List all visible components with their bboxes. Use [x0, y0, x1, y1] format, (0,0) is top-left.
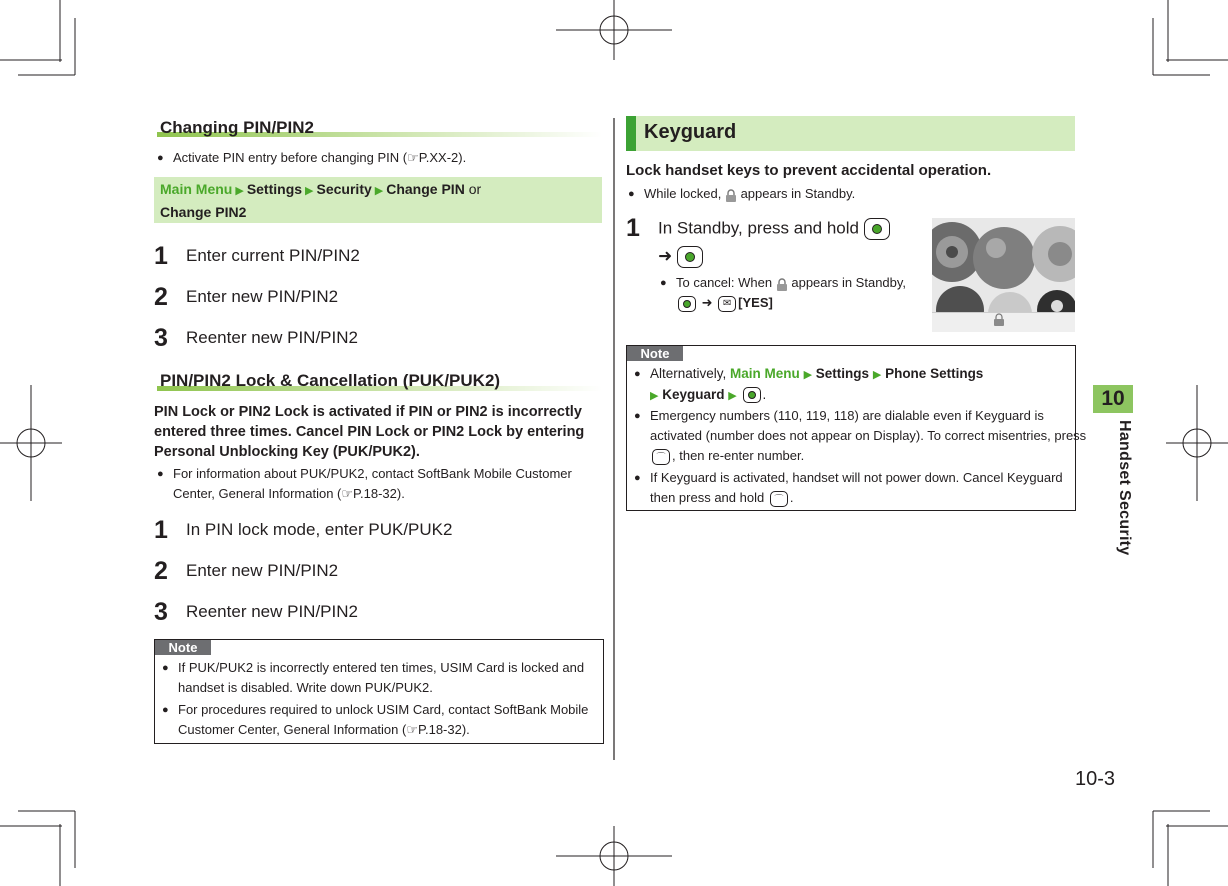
step-text: In PIN lock mode, enter PUK/PUK2	[186, 520, 453, 539]
cancel-keys	[676, 295, 773, 312]
chapter-title: Handset Security	[1116, 420, 1133, 556]
step-text: Enter new PIN/PIN2	[186, 561, 339, 580]
menu-main: Main Menu	[160, 181, 233, 197]
step-number: 1	[154, 516, 168, 544]
arrow-then-key	[658, 246, 703, 268]
center-key-icon	[677, 246, 703, 268]
menu-settings: Settings	[246, 181, 303, 197]
lock-icon	[725, 188, 737, 201]
yes-softkey: [YES]	[738, 295, 773, 310]
note-item: ● For procedures required to unlock USIM Card, contact SoftBank Mobile Customer Center, General Information (☞P.18-32).	[162, 700, 614, 740]
step-number: 2	[154, 283, 168, 311]
arrow-right-icon: ➜	[658, 246, 673, 266]
section-heading-puk: PIN/PIN2 Lock & Cancellation (PUK/PUK2)	[160, 371, 501, 390]
triangle-right-icon: ▶	[235, 185, 244, 197]
step-text: Enter new PIN/PIN2	[186, 287, 339, 306]
step-number: 1	[626, 214, 640, 242]
menu-security: Security	[316, 181, 372, 197]
page-ref-link[interactable]: P.18-32).	[353, 486, 405, 501]
bullet-while-locked: ● While locked, appears in Standby.	[628, 184, 855, 204]
triangle-right-icon: ▶	[803, 369, 813, 381]
center-key-icon	[743, 387, 761, 403]
chapter-number: 10	[1093, 385, 1133, 413]
menu-change-pin: Change PIN	[386, 181, 465, 197]
section-heading-changing-pin: Changing PIN/PIN2	[160, 118, 314, 137]
puk-intro: PIN Lock or PIN2 Lock is activated if PIN or PIN2 is incorrectly entered three times. Cancel PIN Lock or PIN2 Lock by entering Personal Unblocking Key (PUK/PUK2).	[154, 404, 585, 460]
note-item: ● Alternatively, Main Menu ▶ Settings ▶ Phone Settings ▶ Keyguard ▶ .	[634, 364, 1086, 406]
triangle-right-icon: ▶	[728, 390, 737, 402]
bullet-cancel: ● To cancel: When appears in Standby,	[660, 273, 936, 293]
note-label: Note	[627, 346, 683, 361]
arrow-right-icon: ➜	[701, 295, 713, 310]
note-item: ● If PUK/PUK2 is incorrectly entered ten times, USIM Card is locked and handset is disabled. Write down PUK/PUK2.	[162, 658, 614, 698]
pointing-hand-icon: ☞	[406, 722, 418, 737]
triangle-right-icon: ▶	[650, 390, 659, 402]
standby-screen-image	[932, 218, 1075, 332]
note-item: ● Emergency numbers (110, 119, 118) are dialable even if Keyguard is activated (number does not appear on Display). To correct misentries, press ⌒ , then re-enter number.	[634, 406, 1090, 466]
menu-path	[154, 177, 602, 223]
step-number: 3	[154, 598, 168, 626]
center-key-icon	[864, 218, 890, 240]
step-text: Reenter new PIN/PIN2	[186, 602, 358, 621]
page-ref-link[interactable]: P.18-32).	[417, 722, 470, 737]
step-number: 2	[154, 557, 168, 585]
center-key-icon	[678, 296, 696, 312]
step-text: In Standby, press and hold	[658, 218, 890, 240]
step-text: Reenter new PIN/PIN2	[186, 328, 358, 347]
page-ref-link[interactable]: P.XX-2).	[418, 150, 467, 165]
triangle-right-icon: ▶	[872, 369, 882, 381]
mail-key-icon: ✉	[718, 296, 736, 312]
note-label: Note	[155, 640, 211, 655]
triangle-right-icon: ▶	[305, 185, 314, 197]
bullet-activate-pin: ● Activate PIN entry before changing PIN (☞P.XX-2).	[157, 148, 466, 168]
pointing-hand-icon: ☞	[341, 486, 354, 501]
keyguard-heading-bar	[626, 116, 636, 151]
end-key-icon: ⌒	[652, 449, 670, 465]
page-number: 10-3	[1075, 768, 1116, 790]
pointing-hand-icon: ☞	[407, 150, 419, 165]
end-key-icon: ⌒	[770, 491, 788, 507]
keyguard-intro: Lock handset keys to prevent accidental operation.	[626, 162, 992, 179]
menu-change-pin2: Change PIN2	[160, 204, 247, 220]
note-item: ● If Keyguard is activated, handset will not power down. Cancel Keyguard then press and hold ⌒ .	[634, 468, 1090, 508]
section-heading-keyguard: Keyguard	[644, 121, 737, 143]
menu-or: or	[468, 181, 482, 197]
step-number: 1	[154, 242, 168, 270]
bullet-puk-info: ● For information about PUK/PUK2, contact SoftBank Mobile Customer Center, General Information (☞P.18-32).	[157, 464, 613, 504]
step-text: Enter current PIN/PIN2	[186, 246, 360, 265]
lock-icon	[776, 277, 788, 290]
step-number: 3	[154, 324, 168, 352]
triangle-right-icon: ▶	[374, 185, 384, 197]
